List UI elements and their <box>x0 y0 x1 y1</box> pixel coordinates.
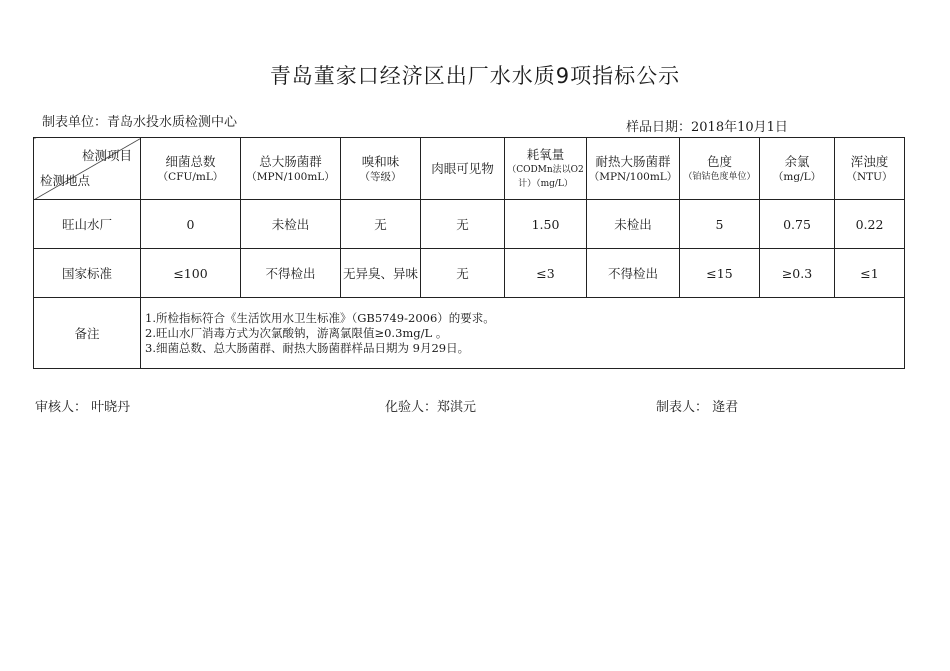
value-cell: 不得检出 <box>241 249 341 298</box>
header-name: 色度 <box>706 153 732 169</box>
corner-cell <box>34 138 141 200</box>
tester-signature: 化验人：郑淇元 <box>385 400 477 415</box>
value-cell: 未检出 <box>587 200 680 249</box>
value-cell: 0.22 <box>835 200 905 249</box>
value-cell: 无 <box>341 200 421 249</box>
reviewer-signature: 审核人： 叶晓丹 <box>35 400 131 415</box>
value-cell: ≤100 <box>141 249 241 298</box>
issuing-unit: 制表单位：青岛水投水质检测中心 <box>42 115 238 130</box>
note-line: 2.旺山水厂消毒方式为次氯酸钠，游离氯限值≥0.3mg/L 。 <box>145 325 448 340</box>
notes-label: 备注 <box>34 298 141 369</box>
page-title: 青岛董家口经济区出厂水水质9项指标公示 <box>269 64 681 88</box>
header-name: 耐热大肠菌群 <box>595 153 671 169</box>
value-cell: 无异臭、异味 <box>341 249 421 298</box>
value-cell: ≤3 <box>505 249 587 298</box>
header-odor <box>341 138 421 200</box>
header-oxygen-consumption <box>505 138 587 200</box>
header-unit: （MPN/100mL） <box>588 170 678 183</box>
note-line: 1.所检指标符合《生活饮用水卫生标准》（GB5749-2006）的要求。 <box>145 310 495 325</box>
header-name: 嗅和味 <box>361 153 400 169</box>
corner-item-label: 检测项目 <box>81 148 132 163</box>
value-cell: ≤1 <box>835 249 905 298</box>
header-coliform <box>241 138 341 200</box>
value-cell: ≥0.3 <box>760 249 835 298</box>
value-cell: 0.75 <box>760 200 835 249</box>
note-line: 3.细菌总数、总大肠菌群、耐热大肠菌群样品日期为 9月29日。 <box>145 340 470 355</box>
value-cell: 未检出 <box>241 200 341 249</box>
header-turbidity <box>835 138 905 200</box>
header-thermo-coliform <box>587 138 680 200</box>
corner-location-label: 检测地点 <box>40 173 91 188</box>
header-unit: （CODMn法以O2计）（mg/L） <box>507 164 584 189</box>
table-row <box>34 200 905 249</box>
header-unit: （MPN/100mL） <box>246 170 335 183</box>
value-cell: ≤15 <box>680 249 760 298</box>
sample-date: 样品日期：2018年10月1日 <box>626 120 788 135</box>
header-unit: （铂钴色度单位） <box>683 171 756 182</box>
header-name: 耗氧量 <box>526 146 565 162</box>
header-name: 余氯 <box>784 153 810 169</box>
table-row <box>34 249 905 298</box>
header-row <box>34 138 905 200</box>
header-name: 浑浊度 <box>850 153 889 169</box>
header-residual-chlorine <box>760 138 835 200</box>
header-unit: （mg/L） <box>772 170 822 183</box>
water-quality-table <box>33 137 905 369</box>
location-cell: 旺山水厂 <box>34 200 141 249</box>
header-visible-matter <box>421 138 505 200</box>
header-name: 肉眼可见物 <box>431 160 494 176</box>
header-unit: （CFU/mL） <box>157 170 224 183</box>
value-cell: 无 <box>421 200 505 249</box>
maker-signature: 制表人： 逄君 <box>656 400 739 415</box>
header-name: 总大肠菌群 <box>259 153 322 169</box>
value-cell: 不得检出 <box>587 249 680 298</box>
notes-cell <box>141 298 905 369</box>
location-cell: 国家标准 <box>34 249 141 298</box>
header-name: 细菌总数 <box>165 153 216 169</box>
value-cell: 无 <box>421 249 505 298</box>
value-cell: 1.50 <box>505 200 587 249</box>
header-bacteria <box>141 138 241 200</box>
notes-row <box>34 298 905 369</box>
value-cell: 0 <box>141 200 241 249</box>
value-cell: 5 <box>680 200 760 249</box>
header-unit: （等级） <box>359 170 402 183</box>
header-color <box>680 138 760 200</box>
header-unit: （NTU） <box>846 170 893 183</box>
